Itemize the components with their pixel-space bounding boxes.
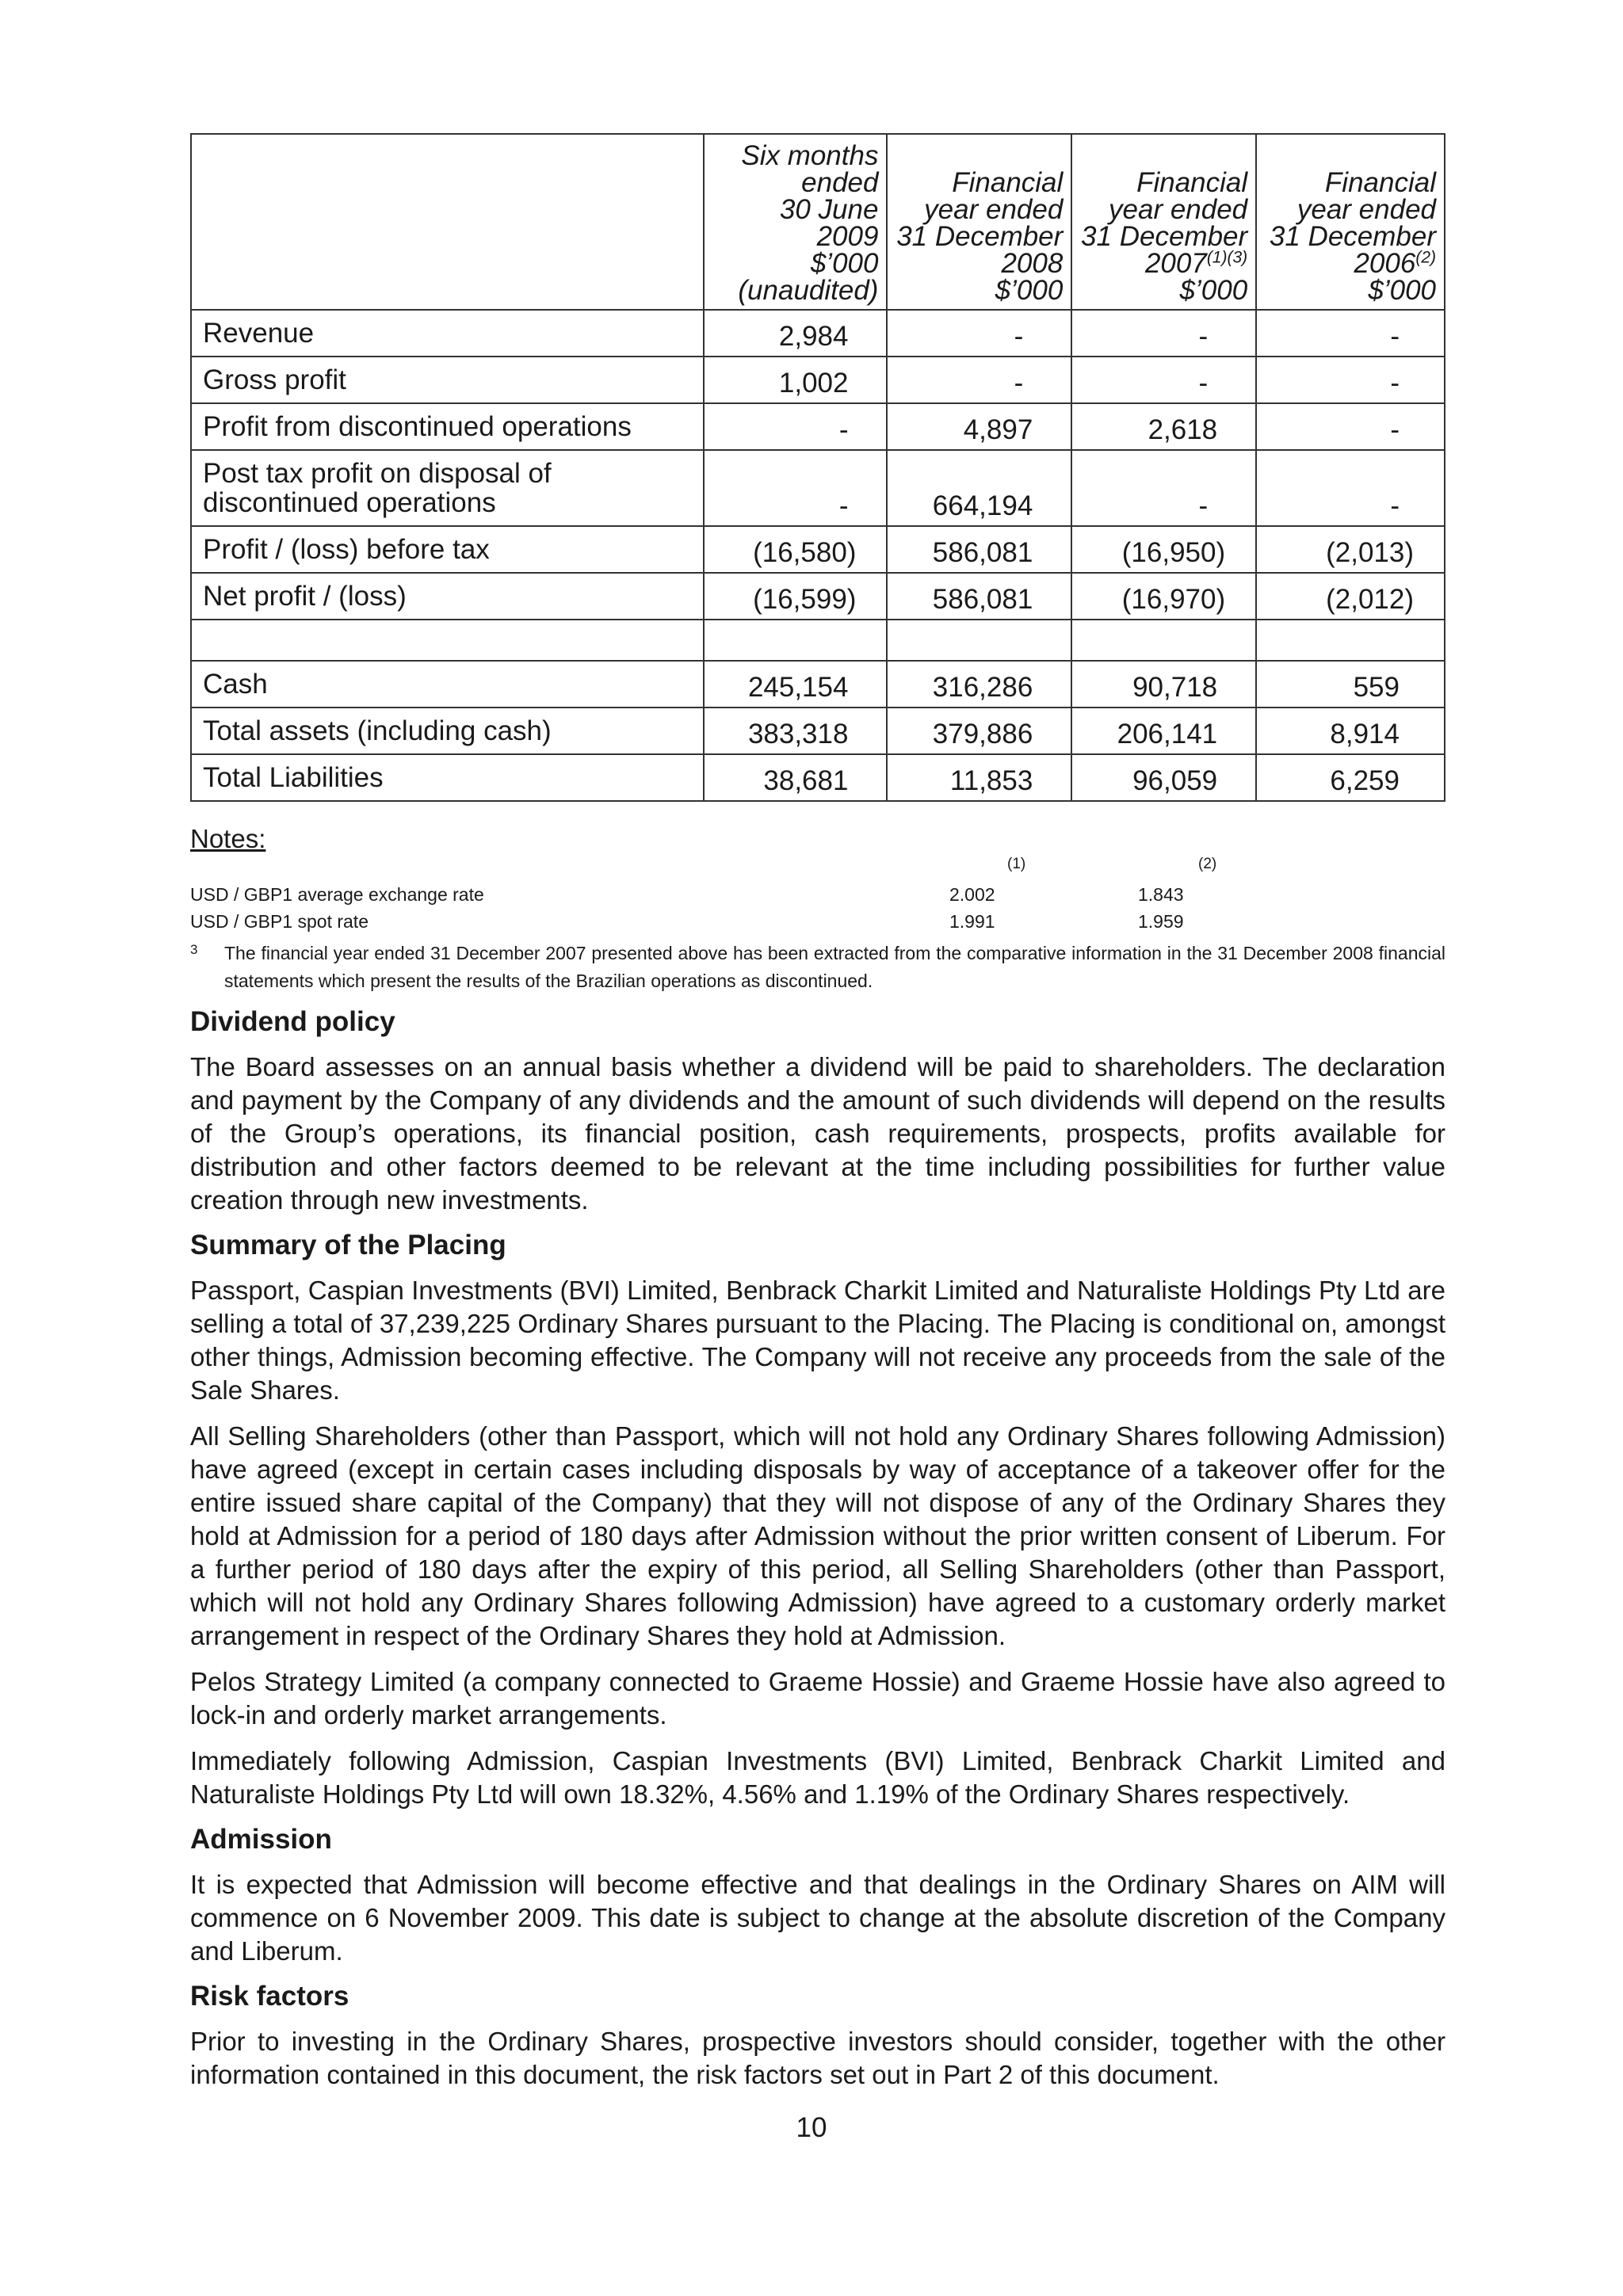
section-heading-placing: Summary of the Placing bbox=[190, 1230, 506, 1261]
section-heading-risk: Risk factors bbox=[190, 1981, 349, 2012]
header-empty bbox=[191, 134, 704, 310]
section-heading-admission: Admission bbox=[190, 1824, 332, 1855]
paragraph: Immediately following Admission, Caspian Investments (BVI) Limited, Benbrack Charkit Limited and Naturaliste Holdings Pty Ltd will own 18.32%, 4.56% and 1.19% of the Ordinary Shares respectively. bbox=[190, 1746, 1445, 1809]
table-row: Revenue 2,984 - - - bbox=[191, 310, 1445, 357]
header-col-1: Six months ended 30 June 2009 $’000 (unaudited) bbox=[704, 134, 888, 310]
header-col-2: Financial year ended 31 December 2008 $’000 bbox=[887, 134, 1071, 310]
financial-summary-table bbox=[190, 133, 1445, 802]
document-page bbox=[190, 133, 1445, 2104]
header-col-4: Financial year ended 31 December 2006$^{(2)}$ $’000 bbox=[1256, 134, 1445, 310]
table-row: Total assets (including cash) 383,318 379,886 206,141 8,914 bbox=[191, 707, 1445, 754]
paragraph: The Board assesses on an annual basis whether a dividend will be paid to shareholders. The declaration and payment by the Company of any dividends and the amount of such dividends will depend on the results of the Group’s operations, its financial position, cash requirements, prospects, profits available for distribution and other factors deemed to be relevant at the time including possibilities for further value creation through new investments. bbox=[190, 1052, 1445, 1215]
rate-value: 1.959 bbox=[1138, 911, 1184, 932]
table-row: Cash 245,154 316,286 90,718 559 bbox=[191, 661, 1445, 707]
table-row: Net profit / (loss) (16,599) 586,081 (16,970) (2,012) bbox=[191, 573, 1445, 620]
rate-label: USD / GBP1 spot rate bbox=[190, 911, 369, 932]
rate-label: USD / GBP1 average exchange rate bbox=[190, 884, 484, 905]
table-row: Total Liabilities 38,681 11,853 96,059 6,259 bbox=[191, 754, 1445, 801]
paragraph: It is expected that Admission will become effective and that dealings in the Ordinary Shares on AIM will commence on 6 November 2009. This date is subject to change at the absolute discretion of the Company and Liberum. bbox=[190, 1870, 1445, 1966]
paragraph: Passport, Caspian Investments (BVI) Limited, Benbrack Charkit Limited and Naturaliste Holdings Pty Ltd are selling a total of 37,239,225 Ordinary Shares pursuant to the Placing. The Placing is conditional on, amongst other things, Admission becoming effective. The Company will not receive any proceeds from the sale of the Sale Shares. bbox=[190, 1276, 1445, 1405]
footnote-marker: 3 bbox=[190, 942, 198, 957]
exchange-rate-notes bbox=[190, 854, 1445, 973]
table-row: Gross profit 1,002 - - - bbox=[191, 357, 1445, 403]
paragraph: Pelos Strategy Limited (a company connected to Graeme Hossie) and Graeme Hossie have also agreed to lock-in and orderly market arrangements. bbox=[190, 1667, 1445, 1730]
rate-value: 1.843 bbox=[1138, 884, 1184, 905]
paragraph: Prior to investing in the Ordinary Shares, prospective investors should consider, together with the other information contained in this document, the risk factors set out in Part 2 of this document. bbox=[190, 2027, 1445, 2089]
rate-value: 1.991 bbox=[949, 911, 995, 932]
section-heading-dividend: Dividend policy bbox=[190, 1006, 395, 1037]
table-blank-row bbox=[191, 620, 1445, 661]
rate-value: 2.002 bbox=[949, 884, 995, 905]
notes-col-2-header: (2) bbox=[1198, 856, 1217, 872]
table-row: Profit / (loss) before tax (16,580) 586,081 (16,950) (2,013) bbox=[191, 526, 1445, 573]
paragraph: All Selling Shareholders (other than Passport, which will not hold any Ordinary Shares following Admission) have agreed (except in certain cases including disposals by way of acceptance of a takeover offer for the entire issued share capital of the Company) that they will not dispose of any of the Ordinary Shares they hold at Admission for a period of 180 days after Admission without the prior written consent of Liberum. For a further period of 180 days after the expiry of this period, all Selling Shareholders (other than Passport, which will not hold any Ordinary Shares following Admission) have agreed to a customary orderly market arrangement in respect of the Ordinary Shares they hold at Admission. bbox=[190, 1421, 1445, 1650]
table-row: Profit from discontinued operations - 4,897 2,618 - bbox=[191, 403, 1445, 450]
notes-col-1-header: (1) bbox=[1007, 856, 1026, 872]
page-number: 10 bbox=[796, 2112, 827, 2143]
notes-title: Notes: bbox=[190, 824, 266, 853]
table-header-row bbox=[191, 134, 1445, 310]
table-row: Post tax profit on disposal of discontinued operations - 664,194 - - bbox=[191, 450, 1445, 526]
footnote-text: The financial year ended 31 December 2007 presented above has been extracted from the comparative information in the 31 December 2008 financial statements which present the results of the Brazilian operations as discontinued. bbox=[224, 943, 1445, 991]
header-col-3: Financial year ended 31 December $2007^{(1)(3)}$ $’000 bbox=[1071, 134, 1256, 310]
